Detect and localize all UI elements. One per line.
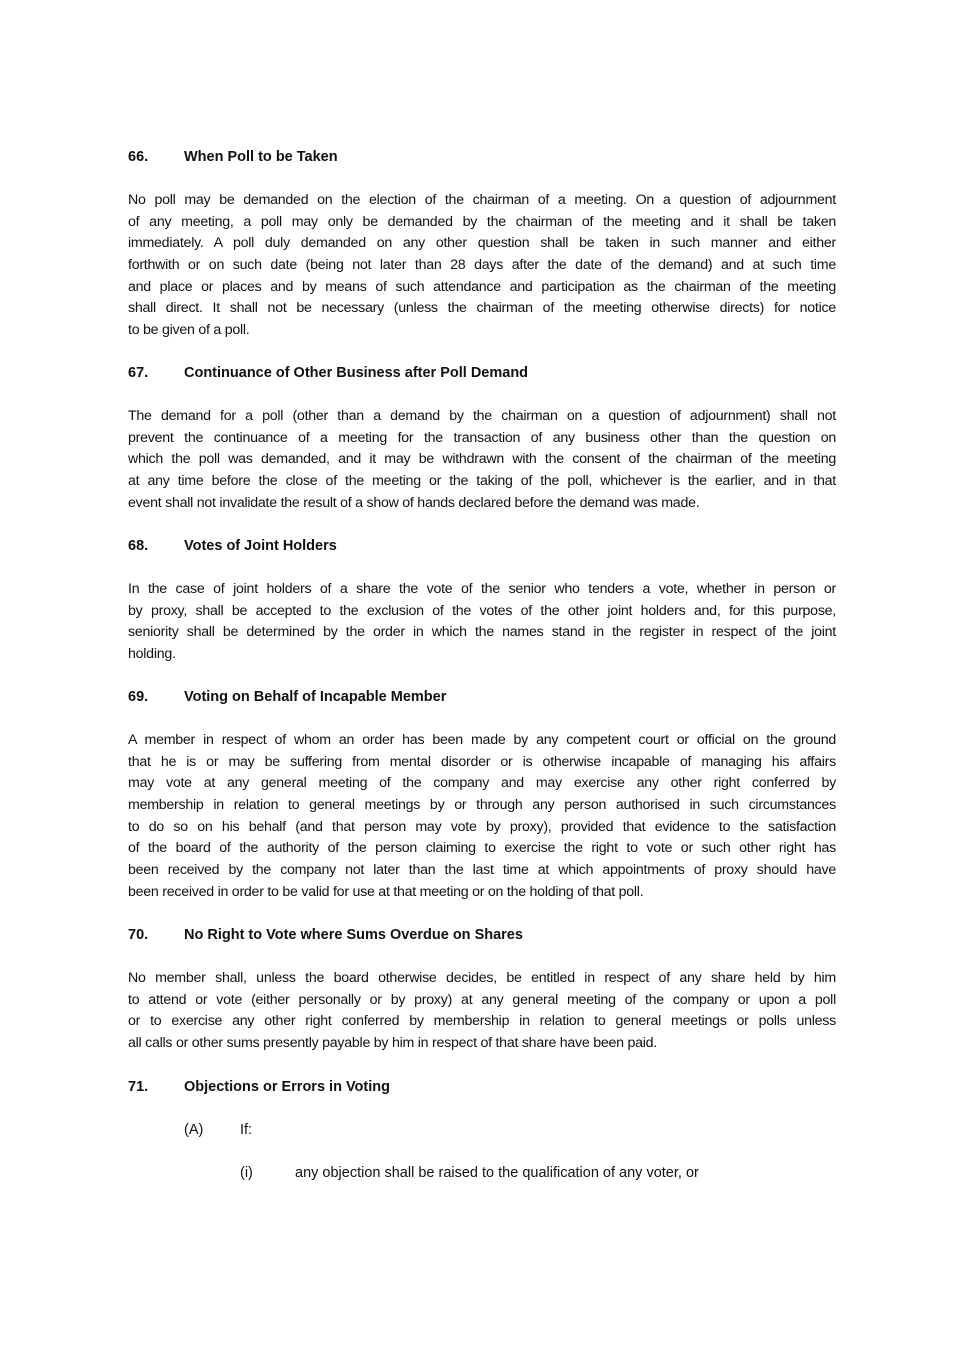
paragraph-line: all calls or other sums presently payable by him in respect of that share have been paid.: [128, 1035, 657, 1052]
sub_a-text: If:: [240, 1122, 253, 1138]
paragraph-line: or to exercise any other right conferred by membership in relation to general meetings or polls unless: [128, 1013, 836, 1030]
paragraph-line: A member in respect of whom an order has been made by any competent court or official on the ground: [128, 732, 836, 748]
section-number: 67.: [128, 365, 149, 381]
paragraph-line: that he is or may be suffering from mental disorder or is otherwise incapable of managing his affairs: [128, 753, 836, 770]
sub_a-label: (A): [184, 1122, 204, 1138]
section-title: Voting on Behalf of Incapable Member: [184, 689, 447, 705]
paragraph-line: been received by the company not later than the last time at which appointments of proxy should have: [128, 862, 836, 879]
section-paragraph: [128, 579, 836, 666]
paragraph-line: may vote at any general meeting of the company and may exercise any other right conferred by: [128, 775, 836, 792]
section-title: When Poll to be Taken: [184, 149, 338, 165]
paragraph-line: In the case of joint holders of a share the vote of the senior who tenders a vote, whether in person or: [128, 581, 836, 597]
section-heading: [128, 687, 836, 707]
paragraph-line: No member shall, unless the board otherwise decides, be entitled in respect of any share held by him: [128, 970, 836, 986]
section-heading: [128, 925, 836, 945]
section-heading: [128, 363, 836, 383]
paragraph-line: event shall not invalidate the result of a show of hands declared before the demand was made.: [128, 494, 700, 511]
paragraph-line: forthwith or on such date (being not later than 28 days after the date of the demand) and at such time: [128, 257, 836, 274]
paragraph-line: of the board of the authority of the person claiming to exercise the right to vote or such other right has: [128, 840, 836, 857]
section-number: 69.: [128, 689, 149, 705]
paragraph-line: by proxy, shall be accepted to the exclusion of the votes of the other joint holders and, for this purpose,: [128, 602, 836, 619]
paragraph-line: of any meeting, a poll may only be demanded by the chairman of the meeting and it shall be taken: [128, 213, 836, 230]
section-paragraph: [128, 190, 836, 342]
sub_i-text: any objection shall be raised to the qualification of any voter, or: [295, 1165, 699, 1181]
section-heading: [128, 1077, 836, 1097]
paragraph-line: prevent the continuance of a meeting for the transaction of any business other than the question on: [128, 429, 836, 446]
paragraph-line: been received in order to be valid for use at that meeting or on the holding of that poll.: [128, 883, 644, 900]
paragraph-line: membership in relation to general meetings by or through any person authorised in such circumstances: [128, 797, 836, 814]
paragraph-line: and place or places and by means of such attendance and participation as the chairman of the meeting: [128, 278, 836, 295]
section-title: Continuance of Other Business after Poll Demand: [184, 365, 529, 381]
paragraph-line: to be given of a poll.: [128, 322, 250, 339]
section-title: Objections or Errors in Voting: [184, 1079, 390, 1095]
paragraph-line: which the poll was demanded, and it may be withdrawn with the consent of the chairman of the meeting: [128, 451, 836, 468]
paragraph-line: The demand for a poll (other than a demand by the chairman on a question of adjournment) shall not: [128, 408, 836, 424]
paragraph-line: seniority shall be determined by the order in which the names stand in the register in respect of the joint: [128, 624, 836, 641]
paragraph-line: to attend or vote (either personally or by proxy) at any general meeting of the company or upon a poll: [128, 991, 836, 1008]
paragraph-line: at any time before the close of the meeting or the taking of the poll, whichever is the earlier, and in that: [128, 473, 836, 490]
section-69: [128, 687, 836, 904]
paragraph-line: to do so on his behalf (and that person may vote by proxy), provided that evidence to the satisfaction: [128, 818, 836, 835]
section-title: Votes of Joint Holders: [184, 538, 337, 554]
section-number: 70.: [128, 927, 149, 943]
section-paragraph: [128, 406, 836, 514]
section-heading: [128, 147, 836, 167]
section-71: [128, 1077, 836, 1097]
section-title: No Right to Vote where Sums Overdue on Shares: [184, 927, 523, 943]
section-number: 71.: [128, 1079, 149, 1095]
section-68: [128, 536, 836, 666]
section-66: [128, 147, 836, 342]
section-number: 66.: [128, 149, 149, 165]
paragraph-line: immediately. A poll duly demanded on any other question shall be taken in such manner and either: [128, 235, 836, 252]
paragraph-line: holding.: [128, 646, 176, 663]
section-paragraph: [128, 968, 836, 1055]
sub_i-label: (i): [240, 1165, 253, 1181]
section-heading: [128, 536, 836, 556]
paragraph-line: shall direct. It shall not be necessary (unless the chairman of the meeting otherwise directs) for notice: [128, 300, 836, 317]
section-number: 68.: [128, 538, 149, 554]
section-paragraph: [128, 730, 836, 904]
section-67: [128, 363, 836, 514]
section-70: [128, 925, 836, 1055]
paragraph-line: No poll may be demanded on the election of the chairman of a meeting. On a question of adjournment: [128, 192, 836, 208]
